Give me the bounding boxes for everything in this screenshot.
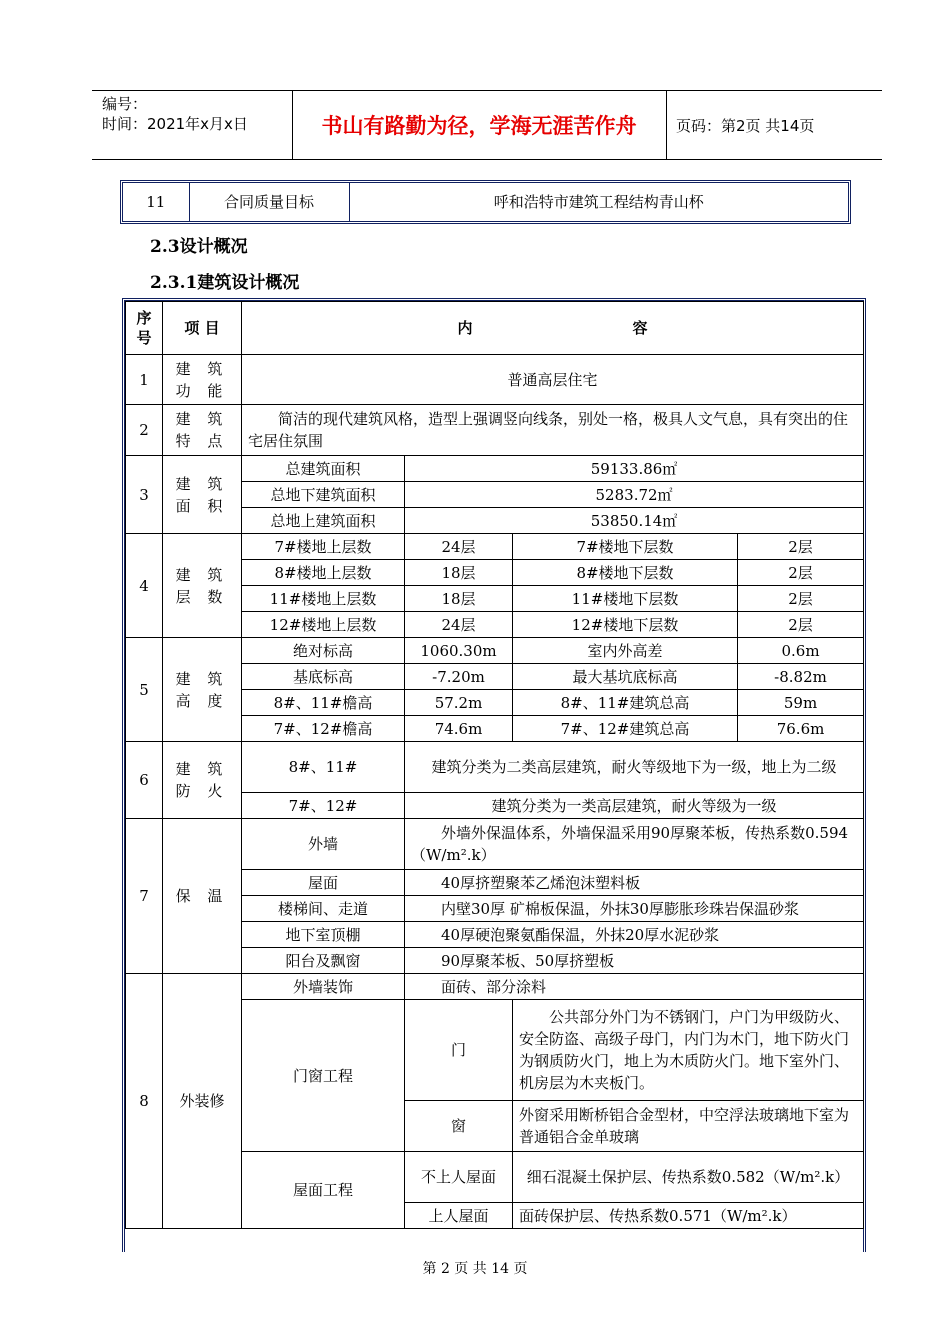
floor-label: 11#楼地上层数 (242, 586, 405, 612)
fire-label: 8#、11# (242, 742, 405, 793)
table-row (126, 819, 864, 870)
quality-target-table (120, 180, 851, 224)
table-header-row (126, 302, 864, 355)
area-value: 59133.86㎡ (405, 456, 864, 482)
roof-b-label: 上人屋面 (405, 1203, 513, 1229)
fire-value: 建筑分类为二类高层建筑，耐火等级地下为一级，地上为二级 (405, 742, 864, 793)
section-heading-architecture: 2.3.1建筑设计概况 (150, 273, 300, 293)
height-value-2: 76.6m (738, 716, 864, 742)
window-value: 外窗采用断桥铝合金型材，中空浮法玻璃地下室为普通铝合金单玻璃 (513, 1101, 864, 1152)
insulation-value: 内壁30厚 矿棉板保温，外抹30厚膨胀珍珠岩保温砂浆 (405, 896, 864, 922)
area-value: 5283.72㎡ (405, 482, 864, 508)
row-item: 建 筑 高 度 (163, 638, 242, 742)
basement-value: 2层 (738, 560, 864, 586)
insulation-label: 外墙 (242, 819, 405, 870)
row-number: 7 (126, 819, 163, 974)
basement-label: 11#楼地下层数 (513, 586, 738, 612)
floor-label: 12#楼地上层数 (242, 612, 405, 638)
height-label-2: 室内外高差 (513, 638, 738, 664)
row-item: 建 筑 防 火 (163, 742, 242, 819)
door-label: 门 (405, 1000, 513, 1101)
height-value: -7.20m (405, 664, 513, 690)
height-label-2: 8#、11#建筑总高 (513, 690, 738, 716)
height-value-2: 59m (738, 690, 864, 716)
insulation-value: 90厚聚苯板、50厚挤塑板 (405, 948, 864, 974)
insulation-value: 外墙外保温体系，外墙保温采用90厚聚苯板，传热系数0.594（W/m².k） (405, 819, 864, 870)
header-time-label: 时间：2021年x月x日 (102, 115, 248, 133)
height-value-2: 0.6m (738, 638, 864, 664)
basement-label: 12#楼地下层数 (513, 612, 738, 638)
floor-label: 7#楼地上层数 (242, 534, 405, 560)
table-row (126, 355, 864, 405)
area-label: 总地上建筑面积 (242, 508, 405, 534)
table-row (126, 405, 864, 456)
floor-value: 24层 (405, 612, 513, 638)
insulation-label: 地下室顶棚 (242, 922, 405, 948)
height-label: 绝对标高 (242, 638, 405, 664)
table-row (126, 456, 864, 482)
row-number: 1 (126, 355, 163, 405)
insulation-value: 40厚硬泡聚氨酯保温，外抹20厚水泥砂浆 (405, 922, 864, 948)
insulation-label: 阳台及飘窗 (242, 948, 405, 974)
row-item: 保 温 (163, 819, 242, 974)
table-row (126, 974, 864, 1000)
row-number: 4 (126, 534, 163, 638)
page-header (92, 90, 882, 160)
roof-b-value: 面砖保护层、传热系数0.571（W/m².k） (513, 1203, 864, 1229)
header-item: 项 目 (163, 302, 242, 355)
row-item: 外装修 (163, 974, 242, 1229)
row-item: 建 筑 面 积 (163, 456, 242, 534)
roof-a-value: 细石混凝土保护层、传热系数0.582（W/m².k） (513, 1152, 864, 1203)
row-content: 普通高层住宅 (242, 355, 864, 405)
fire-label: 7#、12# (242, 793, 405, 819)
header-content-a: 内 (457, 319, 473, 337)
row-number: 6 (126, 742, 163, 819)
row-number: 5 (126, 638, 163, 742)
height-label: 基底标高 (242, 664, 405, 690)
insulation-label: 屋面 (242, 870, 405, 896)
table-row (123, 183, 848, 221)
facade-value: 面砖、部分涂料 (405, 974, 864, 1000)
row-item: 建 筑 层 数 (163, 534, 242, 638)
height-label: 8#、11#檐高 (242, 690, 405, 716)
row-number: 8 (126, 974, 163, 1229)
area-label: 总建筑面积 (242, 456, 405, 482)
height-value: 1060.30m (405, 638, 513, 664)
section-heading-design: 2.3设计概况 (150, 237, 248, 257)
height-value: 74.6m (405, 716, 513, 742)
area-value: 53850.14㎡ (405, 508, 864, 534)
header-meta (92, 91, 293, 159)
table-row (126, 742, 864, 793)
header-seq: 序号 (126, 302, 163, 355)
header-page-info: 页码：第2页 共14页 (676, 117, 815, 135)
facade-label: 外墙装饰 (242, 974, 405, 1000)
row-number: 2 (126, 405, 163, 456)
page-footer: 第 2 页 共 14 页 (422, 1261, 528, 1277)
roof-label: 屋面工程 (242, 1152, 405, 1229)
height-label-2: 最大基坑底标高 (513, 664, 738, 690)
header-content (242, 302, 864, 355)
floor-value: 18层 (405, 560, 513, 586)
basement-value: 2层 (738, 534, 864, 560)
row-item: 建 筑 功 能 (163, 355, 242, 405)
basement-value: 2层 (738, 586, 864, 612)
insulation-value: 40厚挤塑聚苯乙烯泡沫塑料板 (405, 870, 864, 896)
height-value-2: -8.82m (738, 664, 864, 690)
height-label-2: 7#、12#建筑总高 (513, 716, 738, 742)
door-value: 公共部分外门为不锈钢门，户门为甲级防火、安全防盗、高级子母门，内门为木门，地下防火门为钢质防火门，地上为木质防火门。地下室外门、机房层为木夹板门。 (513, 1000, 864, 1101)
floor-value: 18层 (405, 586, 513, 612)
architecture-design-table (122, 298, 866, 1252)
row-content: 简洁的现代建筑风格，造型上强调竖向线条，别处一格，极具人文气息，具有突出的住宅居住氛围 (242, 405, 864, 456)
door-window-label: 门窗工程 (242, 1000, 405, 1152)
floor-value: 24层 (405, 534, 513, 560)
header-content-b: 容 (632, 319, 648, 337)
insulation-label: 楼梯间、走道 (242, 896, 405, 922)
floor-label: 8#楼地上层数 (242, 560, 405, 586)
header-number-label: 编号： (102, 95, 148, 113)
basement-label: 7#楼地下层数 (513, 534, 738, 560)
fire-value: 建筑分类为一类高层建筑，耐火等级为一级 (405, 793, 864, 819)
area-label: 总地下建筑面积 (242, 482, 405, 508)
basement-value: 2层 (738, 612, 864, 638)
table-row (126, 534, 864, 560)
window-label: 窗 (405, 1101, 513, 1152)
table-row (126, 638, 864, 664)
height-label: 7#、12#檐高 (242, 716, 405, 742)
header-motto: 书山有路勤为径，学海无涯苦作舟 (292, 91, 667, 159)
roof-a-label: 不上人屋面 (405, 1152, 513, 1203)
height-value: 57.2m (405, 690, 513, 716)
row-number: 11 (123, 183, 189, 221)
row-item: 建 筑 特 点 (163, 405, 242, 456)
row-item: 合同质量目标 (189, 183, 349, 221)
row-number: 3 (126, 456, 163, 534)
row-content: 呼和浩特市建筑工程结构青山杯 (493, 193, 704, 211)
basement-label: 8#楼地下层数 (513, 560, 738, 586)
